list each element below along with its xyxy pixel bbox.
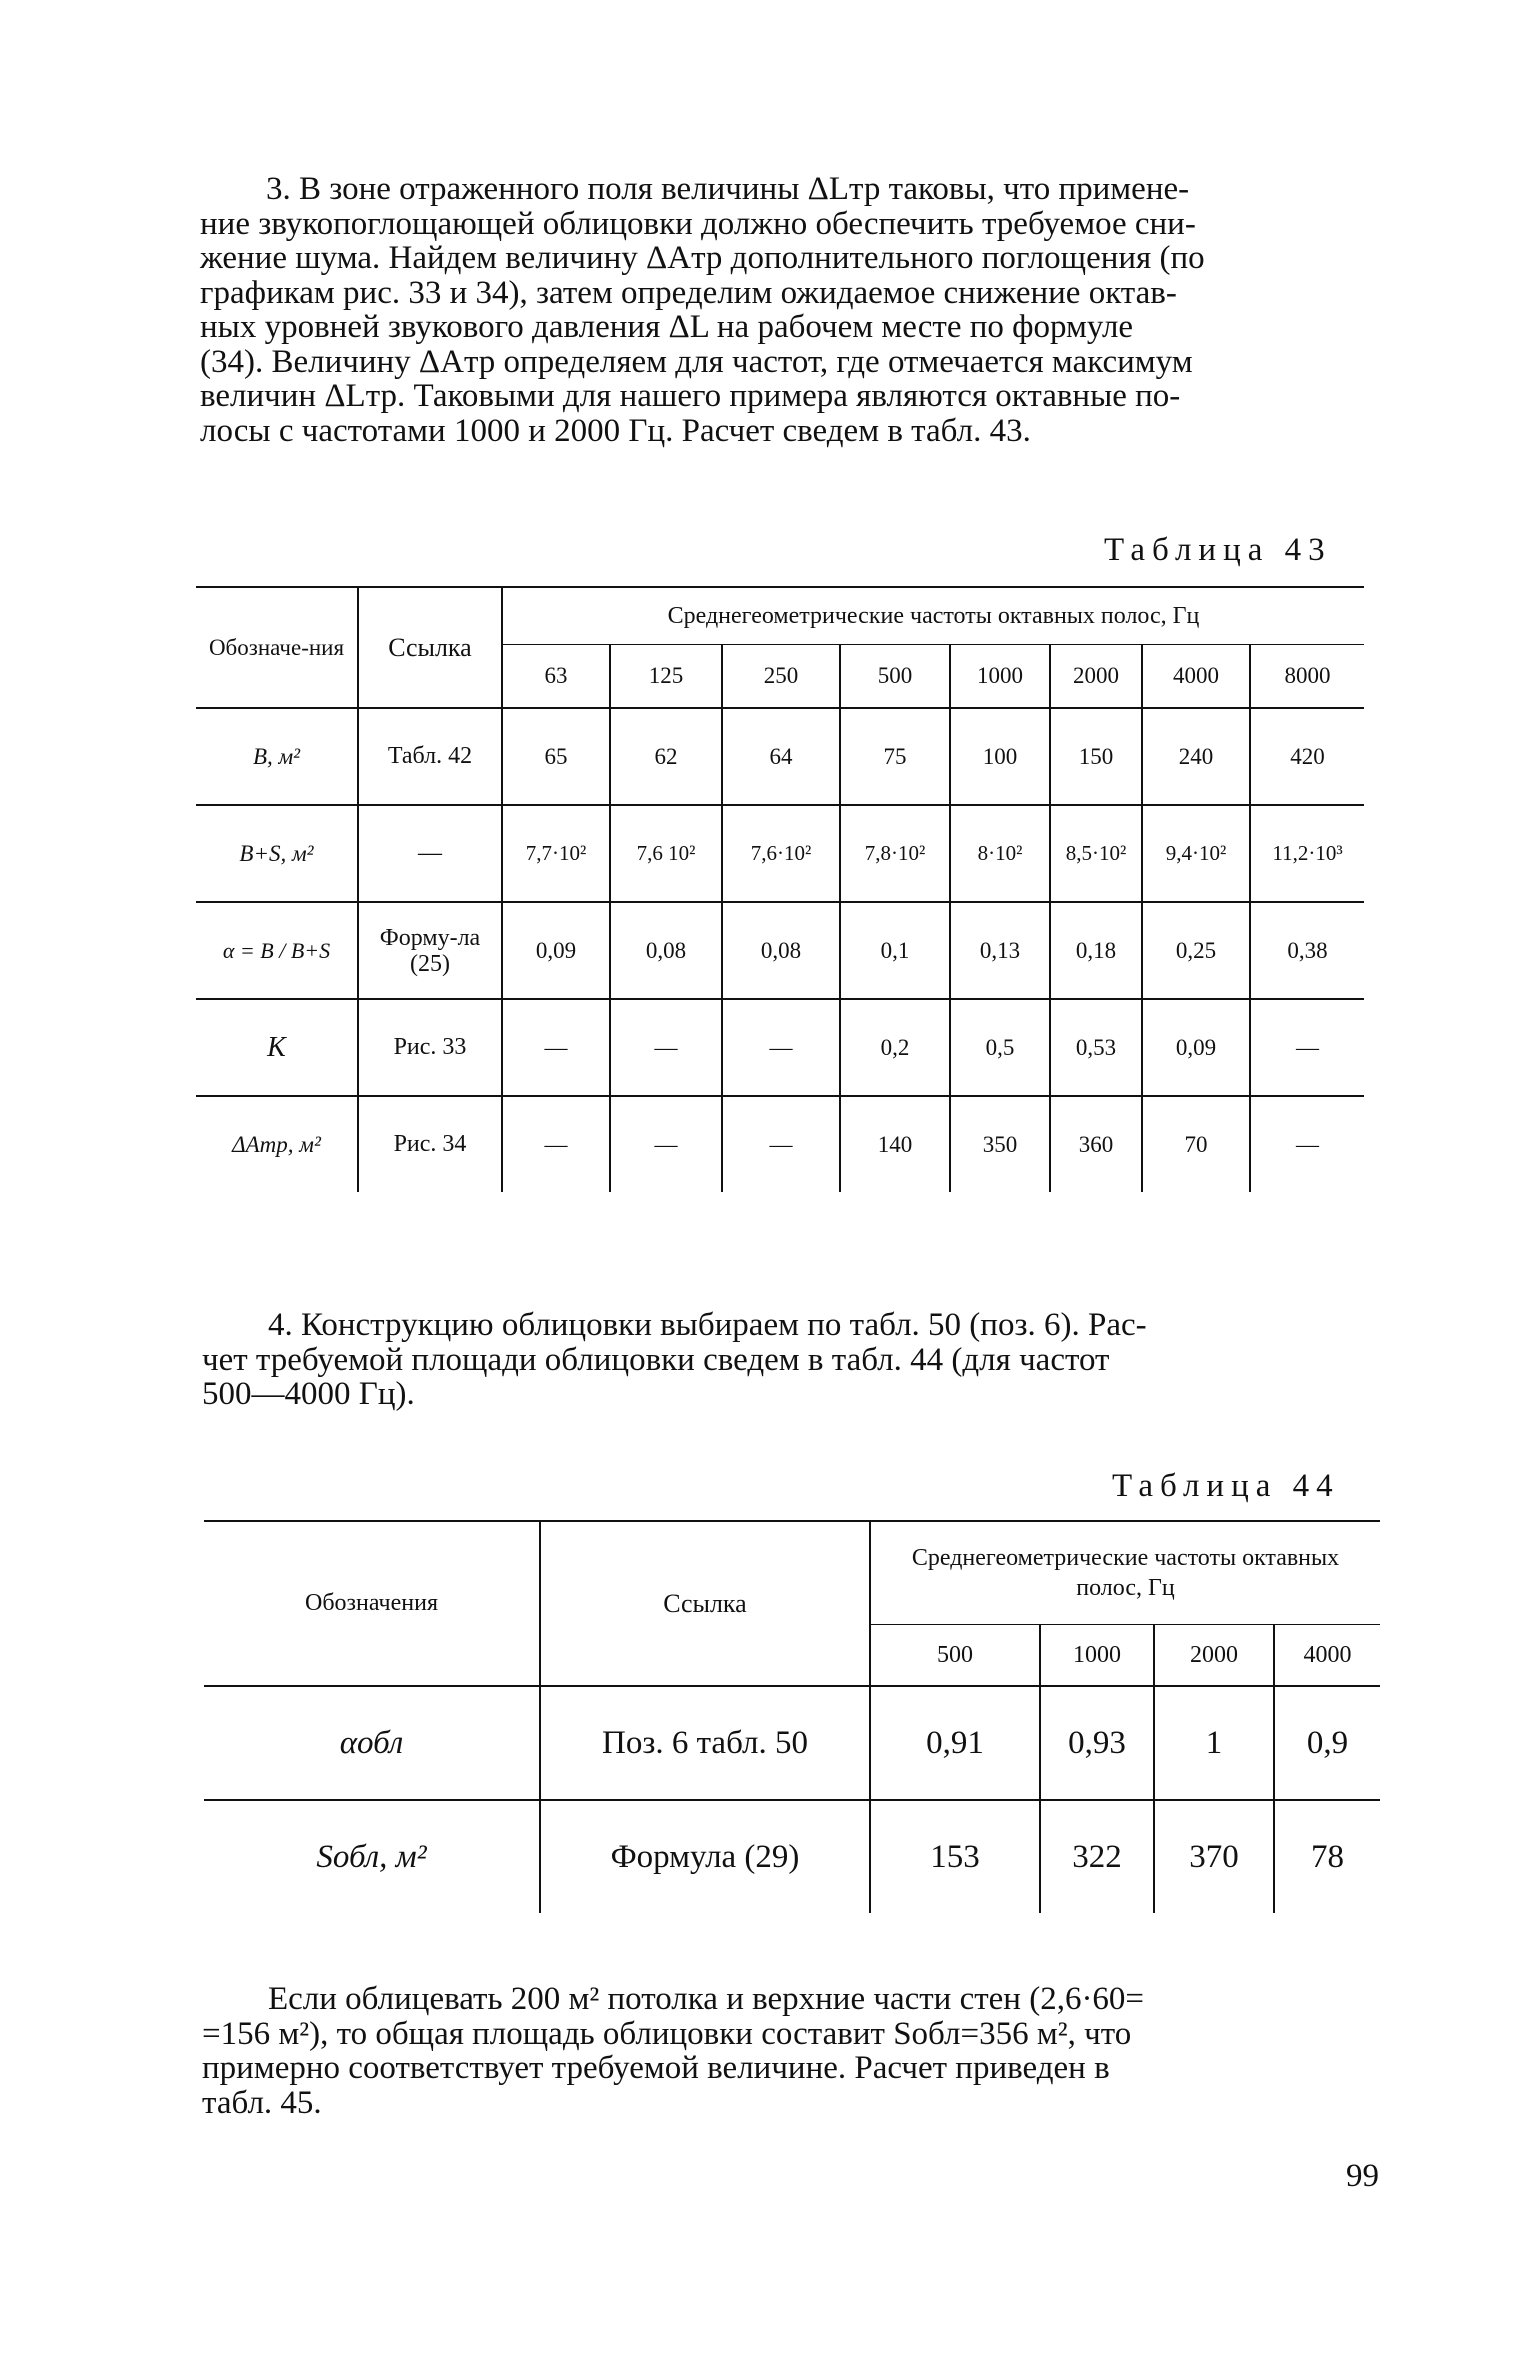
- value-cell: 360: [1050, 1096, 1142, 1192]
- paragraph-1-line: 3. В зоне отраженного поля величины ΔLтр таковы, что примене-: [266, 171, 1190, 207]
- table-row: [196, 708, 1364, 805]
- value-cell: 153: [870, 1800, 1040, 1913]
- freq-cell: 4000: [1142, 645, 1250, 709]
- designation-cell: α = B / B+S: [196, 902, 358, 999]
- value-cell: 7,8·10²: [840, 805, 950, 902]
- value-cell: 140: [840, 1096, 950, 1192]
- value-cell: 70: [1142, 1096, 1250, 1192]
- freq-cell: 1000: [950, 645, 1050, 709]
- table-row: [196, 1096, 1364, 1192]
- page-number: 99: [1346, 2158, 1379, 2194]
- value-cell: 0,13: [950, 902, 1050, 999]
- header-reference: Ссылка: [358, 587, 502, 708]
- table-row: [204, 1686, 1380, 1800]
- freq-cell: 1000: [1040, 1625, 1154, 1687]
- paragraph-1-line: (34). Величину ΔAтр определяем для частот, где отмечается максимум: [200, 343, 1193, 380]
- value-cell: 0,1: [840, 902, 950, 999]
- paragraph-1-line: лосы с частотами 1000 и 2000 Гц. Расчет сведем в табл. 43.: [200, 412, 1031, 449]
- paragraph-2-line: 500—4000 Гц).: [202, 1376, 415, 1412]
- value-cell: 0,9: [1274, 1686, 1380, 1800]
- value-cell: 11,2·10³: [1250, 805, 1364, 902]
- value-cell: 0,18: [1050, 902, 1142, 999]
- freq-cell: 63: [502, 645, 610, 709]
- header-designation: Обозначе-ния: [208, 634, 345, 660]
- value-cell: 7,7·10²: [502, 805, 610, 902]
- reference-cell: Поз. 6 табл. 50: [540, 1686, 870, 1800]
- value-cell: —: [610, 1096, 722, 1192]
- designation-cell: B+S, м²: [196, 805, 358, 902]
- value-cell: —: [1250, 1096, 1364, 1192]
- freq-cell: 4000: [1274, 1625, 1380, 1687]
- value-cell: 0,53: [1050, 999, 1142, 1096]
- table-44: [204, 1520, 1380, 1913]
- freq-cell: 500: [870, 1625, 1040, 1687]
- value-cell: 370: [1154, 1800, 1274, 1913]
- paragraph-3-line: =156 м²), то общая площадь облицовки составит Sобл=356 м², что: [202, 2015, 1132, 2052]
- value-cell: 8,5·10²: [1050, 805, 1142, 902]
- paragraph-3-line: примерно соответствует требуемой величине. Расчет приведен в: [202, 2050, 1110, 2086]
- value-cell: 0,93: [1040, 1686, 1154, 1800]
- value-cell: —: [722, 1096, 840, 1192]
- paragraph-1: [200, 172, 1360, 448]
- reference-cell: Табл. 42: [358, 708, 502, 805]
- value-cell: 65: [502, 708, 610, 805]
- designation-cell: Sобл, м²: [204, 1800, 540, 1913]
- designation-cell: B, м²: [196, 708, 358, 805]
- value-cell: —: [610, 999, 722, 1096]
- reference-cell: Формула (29): [540, 1800, 870, 1913]
- value-cell: 9,4·10²: [1142, 805, 1250, 902]
- table-row: [204, 1800, 1380, 1913]
- value-cell: 78: [1274, 1800, 1380, 1913]
- value-cell: 0,08: [722, 902, 840, 999]
- value-cell: 0,91: [870, 1686, 1040, 1800]
- value-cell: 7,6 10²: [610, 805, 722, 902]
- value-cell: 0,09: [502, 902, 610, 999]
- paragraph-2-line: чет требуемой площади облицовки сведем в табл. 44 (для частот: [202, 1341, 1110, 1378]
- value-cell: 420: [1250, 708, 1364, 805]
- reference-cell: Рис. 34: [358, 1096, 502, 1192]
- paragraph-3: [202, 1982, 1378, 2120]
- reference-cell: —: [358, 805, 502, 902]
- header-frequencies: Среднегеометрические частоты октавных полос, Гц: [502, 587, 1364, 645]
- paragraph-2: [202, 1308, 1362, 1412]
- paragraph-3-line: Если облицевать 200 м² потолка и верхние части стен (2,6·60=: [268, 1981, 1145, 2017]
- header-reference: Ссылка: [540, 1521, 870, 1686]
- freq-cell: 500: [840, 645, 950, 709]
- value-cell: 64: [722, 708, 840, 805]
- freq-cell: 125: [610, 645, 722, 709]
- value-cell: 0,09: [1142, 999, 1250, 1096]
- table-row: [196, 805, 1364, 902]
- value-cell: 100: [950, 708, 1050, 805]
- value-cell: 8·10²: [950, 805, 1050, 902]
- paragraph-1-line: ние звукопоглощающей облицовки должно обеспечить требуемое сни-: [200, 205, 1196, 242]
- value-cell: —: [502, 1096, 610, 1192]
- paragraph-1-line: ных уровней звукового давления ΔL на рабочем месте по формуле: [200, 309, 1134, 345]
- table-43-caption: Таблица 43: [1104, 532, 1332, 568]
- value-cell: 1: [1154, 1686, 1274, 1800]
- value-cell: 350: [950, 1096, 1050, 1192]
- reference-cell: Форму-ла (25): [358, 902, 502, 999]
- value-cell: 0,08: [610, 902, 722, 999]
- value-cell: —: [1250, 999, 1364, 1096]
- paragraph-1-line: величин ΔLтр. Таковыми для нашего примера являются октавные по-: [200, 378, 1181, 414]
- value-cell: 62: [610, 708, 722, 805]
- table-row: [196, 999, 1364, 1096]
- value-cell: 75: [840, 708, 950, 805]
- paragraph-2-line: 4. Конструкцию облицовки выбираем по табл. 50 (поз. 6). Рас-: [268, 1307, 1147, 1343]
- value-cell: 0,5: [950, 999, 1050, 1096]
- table-row: [196, 902, 1364, 999]
- designation-cell: αобл: [204, 1686, 540, 1800]
- reference-cell: Рис. 33: [358, 999, 502, 1096]
- value-cell: 7,6·10²: [722, 805, 840, 902]
- paragraph-3-line: табл. 45.: [202, 2084, 322, 2121]
- value-cell: —: [722, 999, 840, 1096]
- paragraph-1-line: графикам рис. 33 и 34), затем определим ожидаемое снижение октав-: [200, 274, 1177, 311]
- header-designation: Обозначения: [304, 1590, 438, 1616]
- paragraph-1-line: жение шума. Найдем величину ΔAтр дополнительного поглощения (по: [200, 240, 1205, 276]
- freq-cell: 2000: [1154, 1625, 1274, 1687]
- value-cell: 0,2: [840, 999, 950, 1096]
- value-cell: 150: [1050, 708, 1142, 805]
- table-44-caption: Таблица 44: [1112, 1468, 1340, 1504]
- value-cell: 0,25: [1142, 902, 1250, 999]
- freq-cell: 2000: [1050, 645, 1142, 709]
- table-43: [196, 586, 1364, 1192]
- value-cell: —: [502, 999, 610, 1096]
- value-cell: 240: [1142, 708, 1250, 805]
- freq-cell: 8000: [1250, 645, 1364, 709]
- value-cell: 0,38: [1250, 902, 1364, 999]
- freq-cell: 250: [722, 645, 840, 709]
- designation-cell: ΔAтр, м²: [196, 1096, 358, 1192]
- value-cell: 322: [1040, 1800, 1154, 1913]
- designation-cell: K: [196, 999, 358, 1096]
- header-frequencies: Среднегеометрические частоты октавных полос, Гц: [870, 1521, 1380, 1625]
